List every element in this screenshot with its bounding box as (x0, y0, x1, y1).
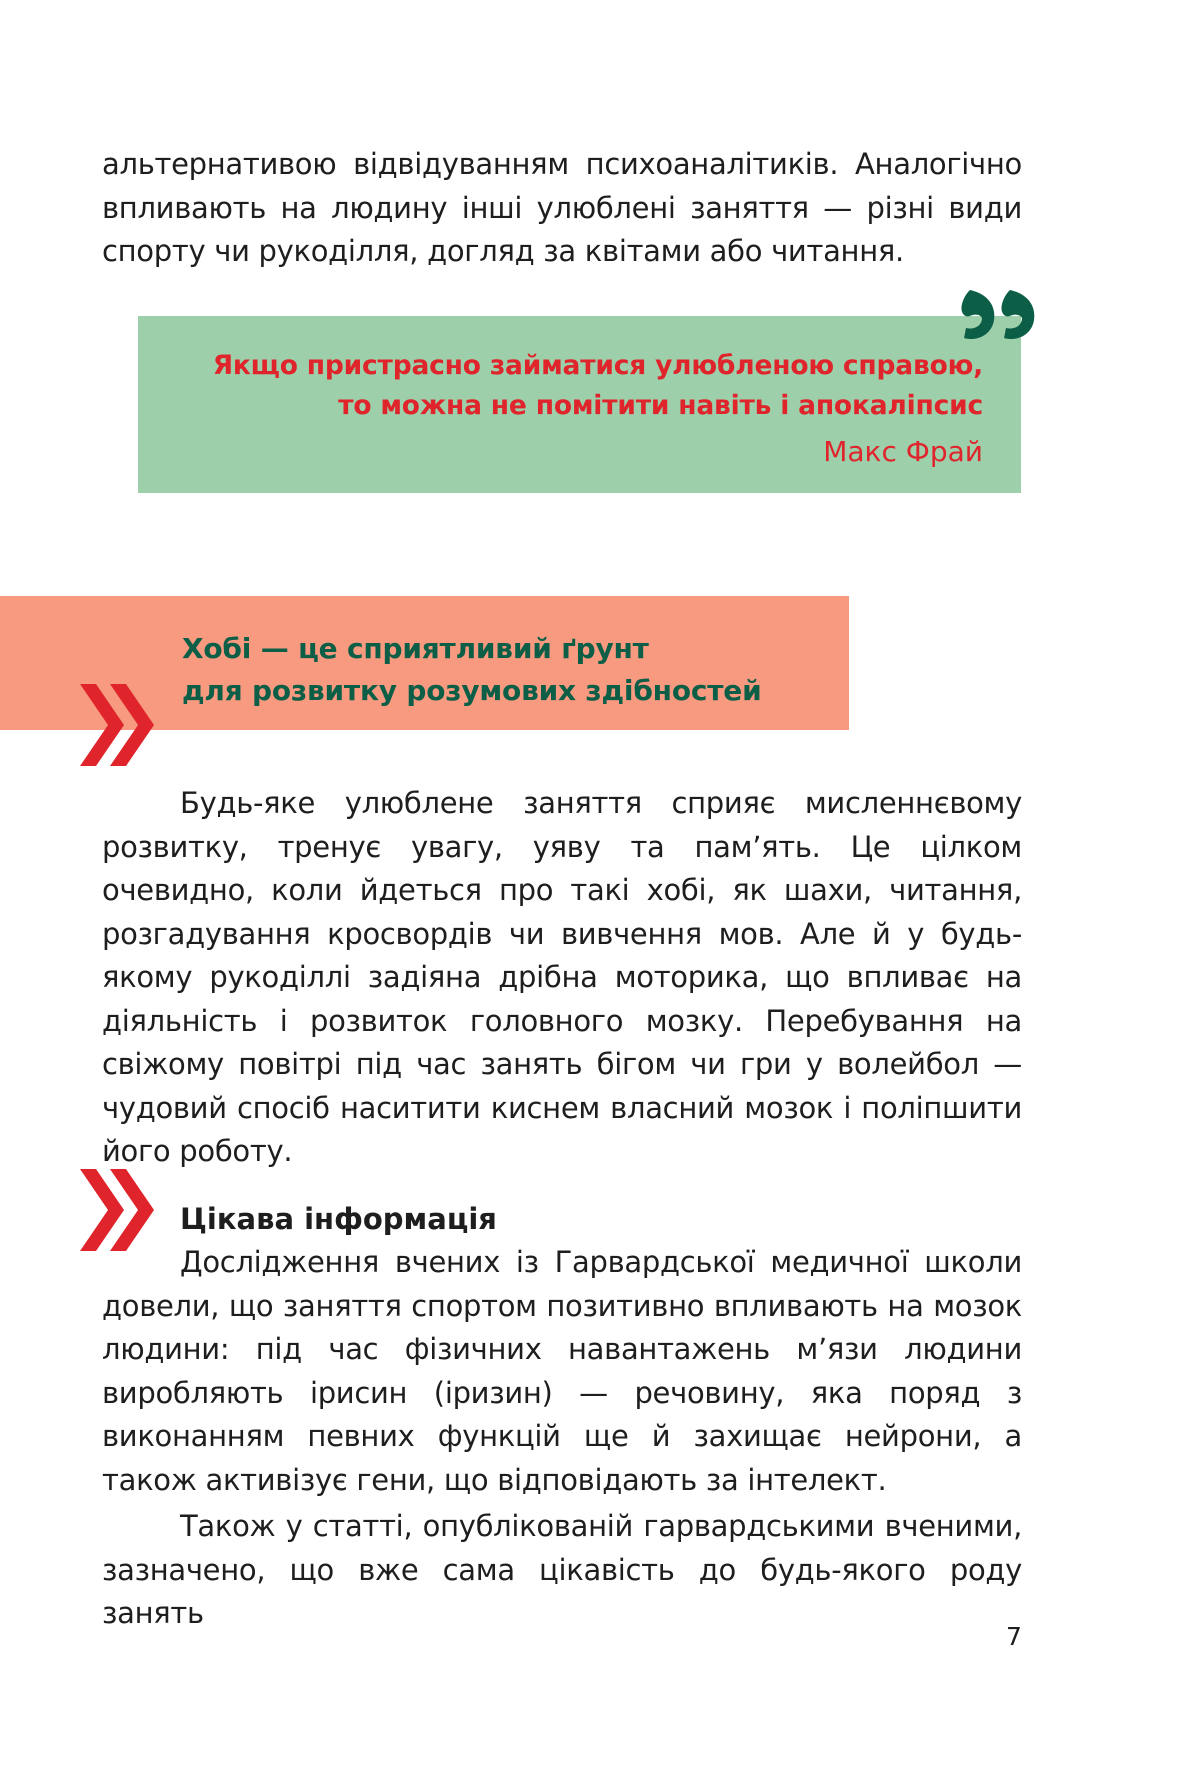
quote-line-1: Якщо пристрасно займатися улюбленою справою, (212, 350, 983, 381)
quote-box (138, 316, 1021, 493)
quote-text (213, 346, 983, 426)
quote-marks-icon (960, 284, 1040, 344)
section-heading-line-1: Хобі — це сприятливий ґрунт (182, 632, 649, 665)
section-heading-line-2: для розвитку розумових здібностей (182, 674, 762, 707)
info-title: Цікава інформація (180, 1202, 497, 1236)
double-chevron-right-icon (74, 680, 164, 770)
info-paragraph-1: Дослідження вчених із Гарвардської медичної школи довели, що заняття спортом позитивно впливають на мозок людини: під час фізичних навантажень м’язи людини виробляють ірисин (іризин) — речовину, яка поряд з виконанням певних функцій ще й захищає нейрони, а також активізує гени, що відповідають за інтелект. (102, 1245, 1022, 1497)
quote-line-2: то можна не помітити навіть і апокаліпсис (338, 390, 983, 421)
page-number: 7 (1006, 1622, 1022, 1651)
main-paragraph: Будь-яке улюблене заняття сприяє мисленнєвому розвитку, тренує увагу, уяву та пам’ять. Це цілком очевидно, коли йдеться про такі хобі, як шахи, читання, розгадування кросвордів чи вивчення мов. Але й у будь-якому рукоділлі задіяна дрібна моторика, що впливає на діяльність і розвиток головного мозку. Перебування на свіжому повітрі під час занять бігом чи гри у волейбол — чудовий спосіб наситити киснем власний мозок і поліпшити його роботу. (102, 786, 1022, 1168)
section-heading (182, 628, 762, 712)
info-paragraph-2: Також у статті, опублікованій гарвардськими вченими, зазначено, що вже сама цікавість до будь-якого роду занять (102, 1509, 1022, 1630)
quote-author: Макс Фрай (823, 435, 983, 468)
intro-paragraph: альтернативою відвідуванням психоаналітиків. Аналогічно впливають на людину інші улюблені заняття — різні види спорту чи рукоділля, догляд за квітами або читання. (102, 147, 1022, 268)
